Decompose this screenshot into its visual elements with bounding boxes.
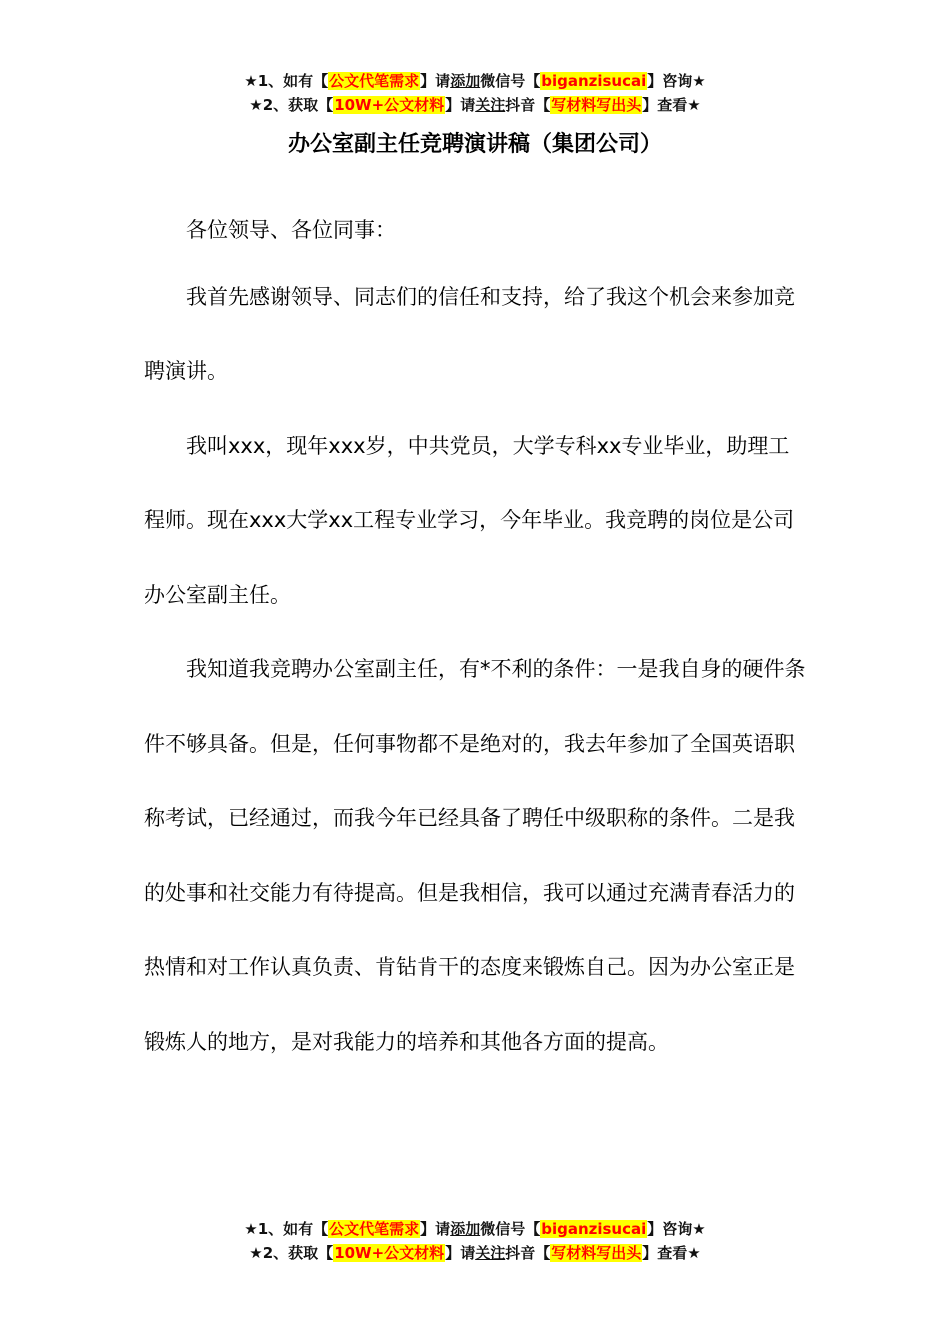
promo-line-1 bbox=[0, 69, 950, 93]
promo-underlined: 添加 bbox=[450, 72, 481, 90]
greeting-paragraph: 各位领导、各位同事： bbox=[186, 218, 396, 242]
promo-text: 】请 bbox=[445, 96, 476, 114]
promo-line-1 bbox=[0, 1217, 950, 1241]
promo-douyin-id: 写材料写出头 bbox=[551, 96, 642, 114]
promo-underlined: 关注 bbox=[475, 96, 506, 114]
promo-text: ★2、获取【 bbox=[249, 1244, 334, 1262]
promo-highlight: 10W+公文材料 bbox=[334, 96, 445, 114]
promo-wechat-id: biganzisucai bbox=[541, 1220, 647, 1238]
document-body bbox=[144, 193, 806, 1079]
document-title: 办公室副主任竞聘演讲稿（集团公司） bbox=[287, 132, 662, 157]
promo-text: 】请 bbox=[420, 1220, 451, 1238]
promo-text: 】请 bbox=[420, 72, 451, 90]
promo-line-2 bbox=[0, 93, 950, 117]
promo-underlined: 添加 bbox=[450, 1220, 481, 1238]
promo-footer bbox=[0, 1217, 950, 1265]
promo-wechat-id: biganzisucai bbox=[541, 72, 647, 90]
promo-header bbox=[0, 69, 950, 117]
promo-douyin-id: 写材料写出头 bbox=[551, 1244, 642, 1262]
promo-text: 抖音【 bbox=[505, 96, 551, 114]
promo-line-2 bbox=[0, 1241, 950, 1265]
promo-underlined: 关注 bbox=[475, 1244, 506, 1262]
promo-highlight: 公文代笔需求 bbox=[329, 1220, 420, 1238]
promo-text: 】查看★ bbox=[642, 96, 701, 114]
promo-text: 】咨询★ bbox=[647, 72, 706, 90]
promo-highlight: 10W+公文材料 bbox=[334, 1244, 445, 1262]
paragraph: 我知道我竞聘办公室副主任，有*不利的条件：一是我自身的硬件条件不够具备。但是，任何事物都不是绝对的，我去年参加了全国英语职称考试，已经通过，而我今年已经具备了聘任中级职称的条件。二是我的处事和社交能力有待提高。但是我相信，我可以通过充满青春活力的热情和对工作认真负责、肯钻肯干的态度来锻炼自己。因为办公室正是锻炼人的地方，是对我能力的培养和其他各方面的提高。 bbox=[144, 657, 806, 1054]
promo-text: 微信号【 bbox=[480, 1220, 541, 1238]
promo-text: ★1、如有【 bbox=[244, 72, 329, 90]
paragraph: 我首先感谢领导、同志们的信任和支持，给了我这个机会来参加竞聘演讲。 bbox=[144, 284, 795, 383]
promo-text: 抖音【 bbox=[505, 1244, 551, 1262]
promo-text: ★1、如有【 bbox=[244, 1220, 329, 1238]
promo-text: 微信号【 bbox=[480, 72, 541, 90]
promo-highlight: 公文代笔需求 bbox=[329, 72, 420, 90]
promo-text: 】请 bbox=[445, 1244, 476, 1262]
promo-text: 】咨询★ bbox=[647, 1220, 706, 1238]
promo-text: ★2、获取【 bbox=[249, 96, 334, 114]
paragraph: 我叫xxx，现年xxx岁，中共党员，大学专科xx专业毕业，助理工程师。现在xxx大学xx工程专业学习，今年毕业。我竞聘的岗位是公司办公室副主任。 bbox=[144, 433, 795, 607]
promo-text: 】查看★ bbox=[642, 1244, 701, 1262]
